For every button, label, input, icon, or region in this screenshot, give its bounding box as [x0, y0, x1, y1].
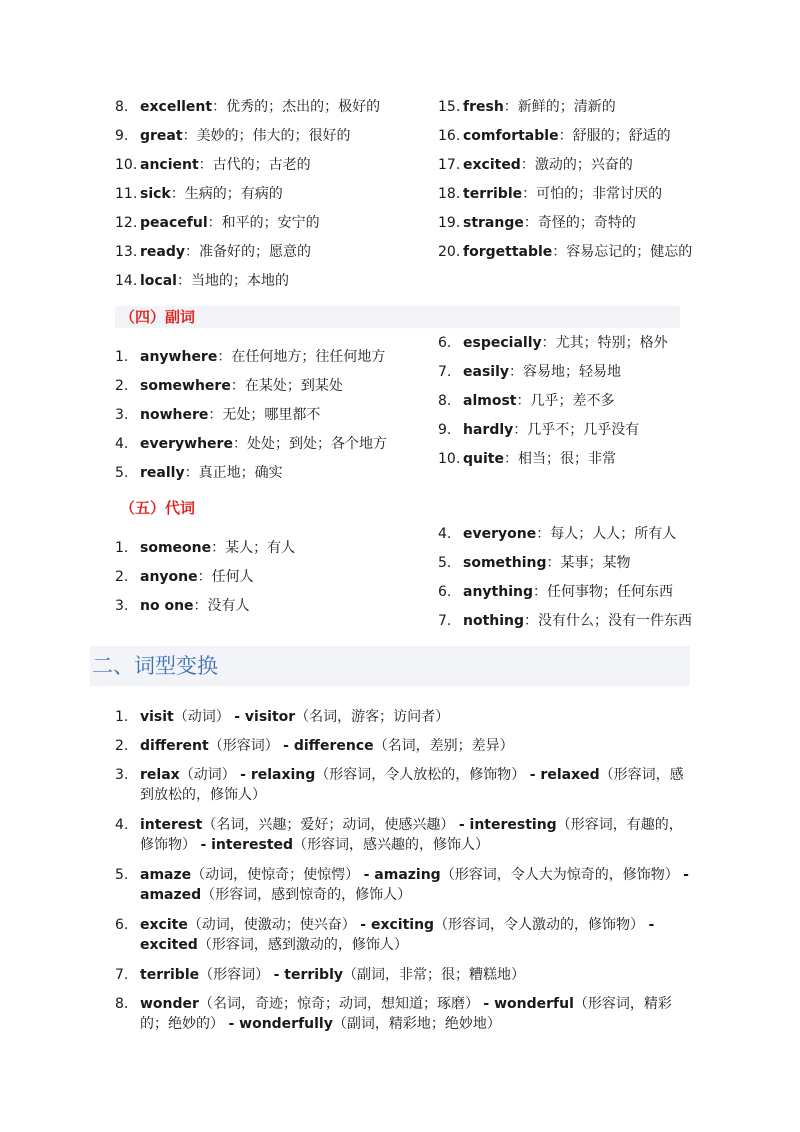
item-meaning: 在任何地方；往任何地方 — [231, 349, 386, 365]
item-meaning: 准备好的；愿意的 — [199, 244, 311, 260]
item-meaning: 真正地；确实 — [198, 465, 283, 481]
item-separator: ： — [523, 215, 538, 231]
item-word: fresh — [463, 99, 504, 115]
item-word: almost — [463, 393, 517, 409]
form-word: different — [140, 738, 209, 754]
item-number: 10. — [115, 157, 138, 173]
form-note: （形容词，感兴趣的，修饰人） — [293, 837, 490, 853]
item-separator: ： — [232, 436, 247, 452]
form-note: （动词，使惊奇；使惊愕） — [191, 867, 364, 883]
item-word: everywhere — [140, 436, 233, 452]
word-form-text — [140, 915, 695, 955]
form-note: （形容词，精彩的；绝妙的） — [140, 996, 672, 1032]
section-title-pronouns: （五）代词 — [120, 499, 196, 517]
item-number: 5. — [115, 867, 129, 883]
item-meaning: 某人；有人 — [225, 540, 296, 556]
word-form-item — [115, 765, 695, 805]
form-word: excite — [140, 917, 188, 933]
item-word: ready — [140, 244, 185, 260]
item-number: 7. — [438, 364, 452, 380]
item-meaning: 新鲜的；清新的 — [517, 99, 616, 115]
item-number: 20. — [438, 244, 461, 260]
item-number: 1. — [115, 709, 129, 725]
item-meaning: 每人；人人；所有人 — [550, 526, 677, 542]
list-item — [438, 155, 633, 175]
item-word: especially — [463, 335, 542, 351]
form-word: - amazed — [140, 867, 689, 903]
item-number: 12. — [115, 215, 138, 231]
item-meaning: 没有什么；没有一件东西 — [538, 613, 693, 629]
item-word: forgettable — [463, 244, 553, 260]
item-word: local — [140, 273, 177, 289]
item-number: 17. — [438, 157, 461, 173]
item-word: excited — [463, 157, 521, 173]
item-number: 19. — [438, 215, 461, 231]
item-separator: ： — [207, 215, 222, 231]
item-separator: ： — [533, 584, 547, 600]
list-item — [438, 391, 614, 411]
list-item — [115, 97, 380, 117]
form-word: terrible — [140, 967, 200, 983]
list-item — [115, 538, 295, 558]
list-item — [115, 567, 254, 587]
item-word: no one — [140, 598, 194, 614]
item-separator: ： — [198, 157, 213, 173]
item-word: great — [140, 128, 183, 144]
list-item — [115, 463, 283, 483]
item-meaning: 相当；很；非常 — [517, 451, 616, 467]
item-word: somewhere — [140, 378, 231, 394]
item-separator: ： — [212, 99, 227, 115]
item-meaning: 容易忘记的；健忘的 — [566, 244, 693, 260]
item-word: ancient — [140, 157, 199, 173]
form-note: （名词，奇迹；惊奇；动词，想知道；琢磨） — [198, 996, 484, 1012]
heading-word-forms: 二、词型变换 — [92, 654, 218, 678]
item-number: 14. — [115, 273, 138, 289]
item-separator: ： — [558, 128, 573, 144]
item-separator: ： — [176, 273, 191, 289]
word-form-text — [140, 865, 695, 905]
list-item — [115, 271, 289, 291]
list-item — [438, 582, 673, 602]
item-number: 2. — [115, 569, 129, 585]
form-word: amaze — [140, 867, 192, 883]
form-note: （形容词） — [208, 738, 284, 754]
item-separator: ： — [197, 569, 212, 585]
list-item — [115, 376, 343, 396]
item-separator: ： — [503, 451, 518, 467]
item-number: 4. — [115, 436, 129, 452]
form-word: - interested — [200, 837, 294, 853]
item-meaning: 可怕的；非常讨厌的 — [536, 186, 663, 202]
word-form-item — [115, 707, 695, 727]
item-number: 3. — [115, 767, 129, 783]
item-meaning: 任何事物；任何东西 — [547, 584, 673, 600]
list-item — [115, 347, 385, 367]
item-meaning: 某事；某物 — [560, 555, 631, 571]
item-separator: ： — [185, 244, 199, 260]
item-meaning: 尤其；特别；格外 — [555, 335, 668, 351]
item-word: easily — [463, 364, 509, 380]
item-separator: ： — [524, 613, 539, 629]
form-word: - relaxing — [240, 767, 316, 783]
list-item — [438, 333, 668, 353]
list-item — [115, 596, 250, 616]
item-meaning: 奇怪的；奇特的 — [537, 215, 636, 231]
form-word: wonder — [140, 996, 199, 1012]
item-number: 15. — [438, 99, 461, 115]
form-note: （形容词，感到惊奇的，修饰人） — [201, 887, 412, 903]
list-item — [115, 213, 320, 233]
item-meaning: 当地的；本地的 — [190, 273, 289, 289]
item-meaning: 美妙的；伟大的；很好的 — [196, 128, 351, 144]
item-meaning: 在某处；到某处 — [244, 378, 343, 394]
word-form-text — [140, 815, 695, 855]
item-number: 2. — [115, 738, 129, 754]
item-separator: ： — [184, 465, 199, 481]
item-number: 7. — [115, 967, 129, 983]
item-word: anywhere — [140, 349, 218, 365]
item-number: 1. — [115, 349, 129, 365]
item-separator: ： — [230, 378, 245, 394]
item-number: 13. — [115, 244, 138, 260]
item-separator: ： — [516, 393, 531, 409]
item-number: 18. — [438, 186, 461, 202]
item-word: excellent — [140, 99, 213, 115]
item-separator: ： — [182, 128, 197, 144]
item-separator: ： — [541, 335, 556, 351]
form-word: - amazing — [363, 867, 441, 883]
form-note: （名词，兴趣；爱好；动词，使感兴趣） — [202, 817, 459, 833]
form-note: （形容词，感到放松的，修饰人） — [140, 767, 684, 803]
word-form-text — [140, 707, 695, 727]
item-separator: ： — [513, 422, 528, 438]
section-band-adverbs — [115, 306, 680, 328]
form-word: - exciting — [360, 917, 435, 933]
form-note: （名词，差别；差异） — [373, 738, 514, 754]
form-note: （形容词，令人放松的，修饰物） — [315, 767, 530, 783]
item-word: nowhere — [140, 407, 209, 423]
item-number: 3. — [115, 407, 129, 423]
list-item — [438, 524, 676, 544]
form-note: （副词，非常；很；糟糕地） — [343, 967, 526, 983]
item-separator: ： — [503, 99, 518, 115]
item-number: 5. — [115, 465, 129, 481]
item-number: 6. — [438, 584, 452, 600]
item-word: strange — [463, 215, 524, 231]
word-form-text — [140, 765, 695, 805]
form-note: （副词，精彩地；绝妙地） — [332, 1016, 501, 1032]
item-number: 2. — [115, 378, 129, 394]
item-number: 8. — [438, 393, 452, 409]
list-item — [438, 449, 616, 469]
item-number: 6. — [115, 917, 129, 933]
item-separator: ： — [193, 598, 208, 614]
item-word: something — [463, 555, 547, 571]
form-note: （名词，游客；访问者） — [295, 709, 450, 725]
form-note: （动词） — [173, 709, 235, 725]
item-separator: ： — [520, 157, 535, 173]
item-number: 10. — [438, 451, 461, 467]
item-number: 4. — [115, 817, 129, 833]
list-item — [115, 155, 311, 175]
item-separator: ： — [211, 540, 226, 556]
item-meaning: 和平的；安宁的 — [221, 215, 320, 231]
item-word: peaceful — [140, 215, 208, 231]
item-number: 6. — [438, 335, 452, 351]
item-meaning: 容易地；轻易地 — [523, 364, 621, 380]
list-item — [115, 434, 387, 454]
item-number: 8. — [115, 996, 129, 1012]
section-title-adverbs: （四）副词 — [120, 308, 196, 326]
list-item — [115, 126, 351, 146]
item-separator: ： — [552, 244, 567, 260]
item-meaning: 任何人 — [211, 569, 254, 585]
item-number: 7. — [438, 613, 452, 629]
item-meaning: 无处；哪里都不 — [222, 407, 321, 423]
list-item — [115, 184, 283, 204]
item-word: sick — [140, 186, 171, 202]
item-number: 1. — [115, 540, 129, 556]
item-number: 3. — [115, 598, 129, 614]
item-number: 11. — [115, 186, 138, 202]
word-form-text — [140, 965, 695, 985]
item-separator: ： — [509, 364, 523, 380]
item-word: nothing — [463, 613, 525, 629]
form-note: （形容词，感到激动的，修饰人） — [197, 937, 408, 953]
form-word: - interesting — [458, 817, 557, 833]
form-word: - wonderful — [483, 996, 574, 1012]
word-form-item — [115, 736, 695, 756]
list-item — [438, 420, 639, 440]
form-word: - difference — [283, 738, 374, 754]
item-word: comfortable — [463, 128, 559, 144]
form-word: interest — [140, 817, 203, 833]
form-note: （形容词，令人大为惊奇的，修饰物） — [440, 867, 684, 883]
word-form-item — [115, 994, 695, 1034]
list-item — [438, 362, 621, 382]
item-separator: ： — [208, 407, 223, 423]
item-meaning: 古代的；古老的 — [212, 157, 311, 173]
form-word: visit — [140, 709, 174, 725]
form-word: relax — [140, 767, 180, 783]
item-separator: ： — [522, 186, 537, 202]
item-word: really — [140, 465, 185, 481]
list-item — [438, 242, 692, 262]
word-form-item — [115, 815, 695, 855]
list-item — [438, 553, 630, 573]
item-meaning: 几乎不；几乎没有 — [527, 422, 640, 438]
item-meaning: 舒服的；舒适的 — [572, 128, 671, 144]
list-item — [438, 184, 662, 204]
item-word: someone — [140, 540, 212, 556]
form-word: - relaxed — [529, 767, 600, 783]
form-word: - terribly — [273, 967, 344, 983]
list-item — [438, 213, 636, 233]
item-meaning: 优秀的；杰出的；极好的 — [226, 99, 381, 115]
item-meaning: 激动的；兴奋的 — [534, 157, 633, 173]
item-number: 9. — [438, 422, 452, 438]
word-form-text — [140, 736, 695, 756]
form-note: （动词，使激动；使兴奋） — [187, 917, 361, 933]
item-word: quite — [463, 451, 504, 467]
item-number: 16. — [438, 128, 461, 144]
list-item — [115, 405, 320, 425]
item-meaning: 几乎；差不多 — [530, 393, 615, 409]
item-number: 5. — [438, 555, 452, 571]
item-word: everyone — [463, 526, 537, 542]
item-meaning: 生病的；有病的 — [184, 186, 283, 202]
list-item — [438, 97, 616, 117]
word-form-text — [140, 994, 695, 1034]
form-word: - excited — [140, 917, 655, 953]
form-note: （形容词，有趣的，修饰物） — [140, 817, 683, 853]
word-form-item — [115, 915, 695, 955]
item-meaning: 没有人 — [207, 598, 250, 614]
item-word: terrible — [463, 186, 523, 202]
item-number: 8. — [115, 99, 129, 115]
word-form-item — [115, 965, 695, 985]
list-item — [438, 126, 671, 146]
item-separator: ： — [170, 186, 185, 202]
word-form-item — [115, 865, 695, 905]
item-meaning: 处处；到处；各个地方 — [246, 436, 387, 452]
item-separator: ： — [217, 349, 232, 365]
form-word: - wonderfully — [228, 1016, 333, 1032]
item-word: anything — [463, 584, 533, 600]
item-separator: ： — [546, 555, 561, 571]
form-word: - visitor — [234, 709, 296, 725]
form-note: （动词） — [179, 767, 241, 783]
item-number: 4. — [438, 526, 452, 542]
item-word: hardly — [463, 422, 514, 438]
form-note: （形容词） — [199, 967, 274, 983]
item-word: anyone — [140, 569, 198, 585]
item-number: 9. — [115, 128, 129, 144]
list-item — [115, 242, 311, 262]
item-separator: ： — [536, 526, 551, 542]
form-note: （形容词，令人激动的，修饰物） — [434, 917, 649, 933]
list-item — [438, 611, 692, 631]
